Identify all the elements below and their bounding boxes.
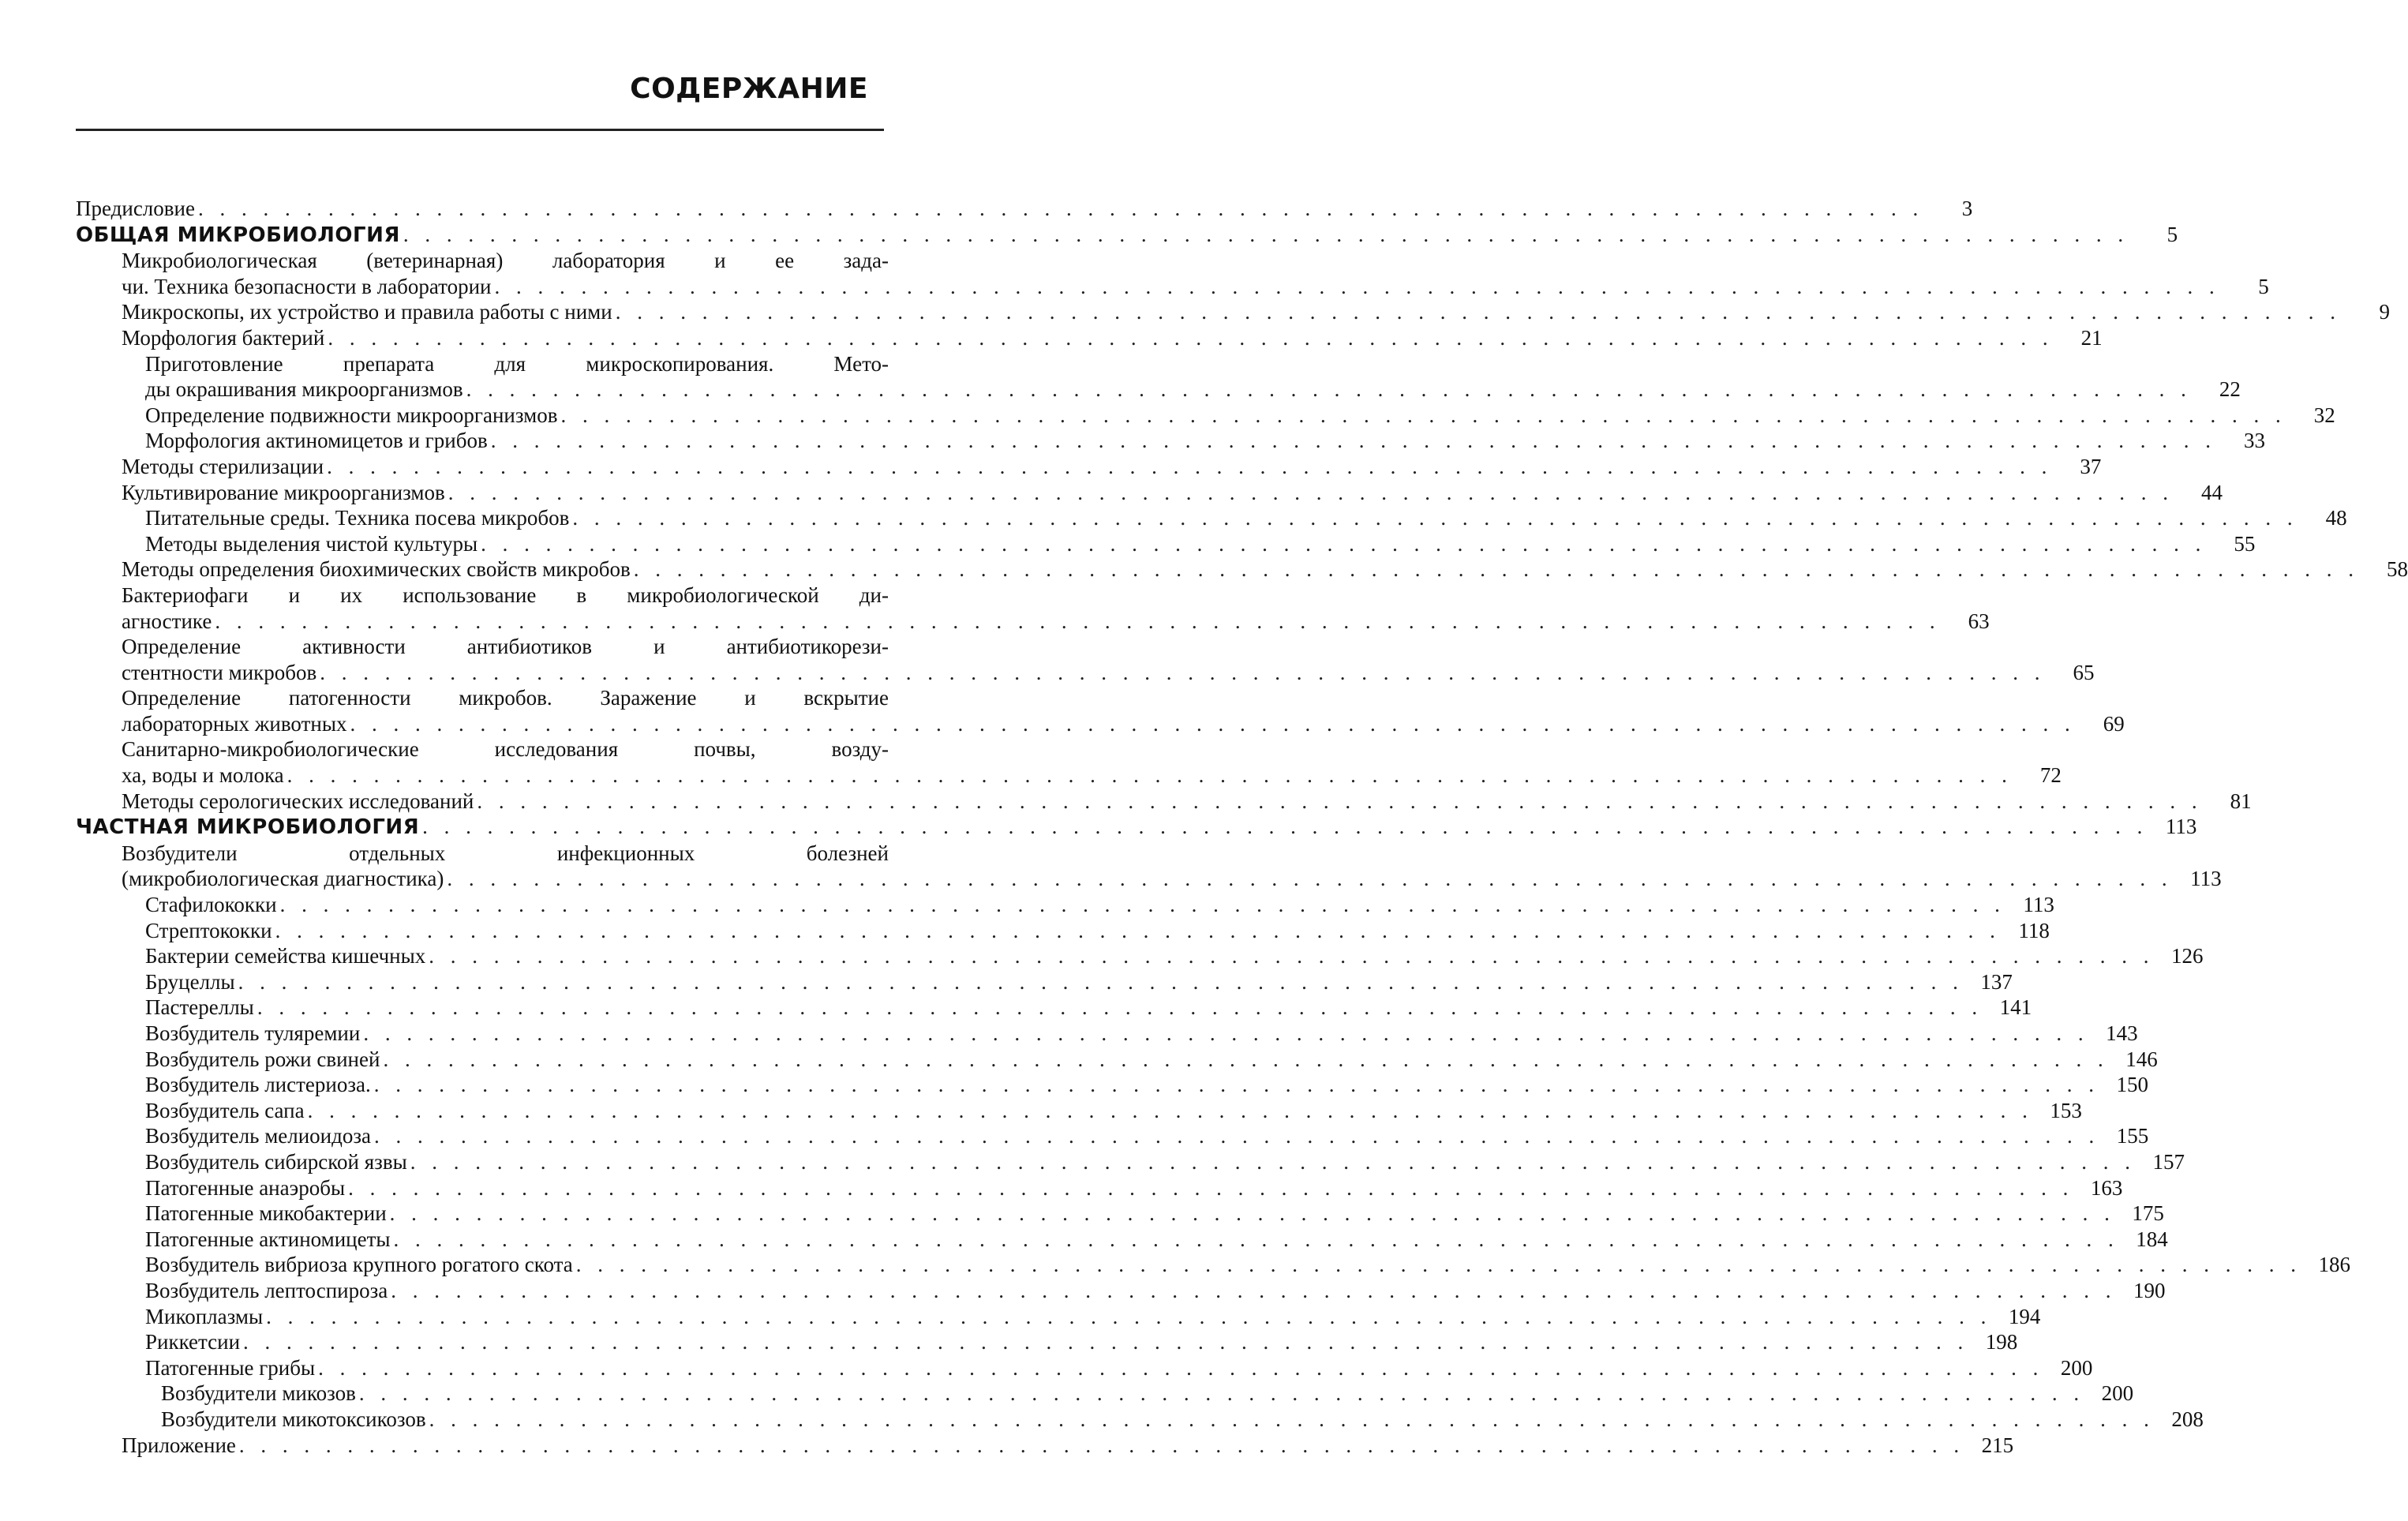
dot-leader: . . . . . . . . . . . . . . . . . . . . . . . . . . . . . . . . . . . . . . . . . . . . . . . . . . . . . . . . . . . . . . . . . . . . . . . . . . . . . . . .	[286, 763, 2013, 788]
toc-entry-line	[145, 892, 2054, 918]
toc-entry-title: Возбудитель рожи свиней	[145, 1047, 380, 1071]
toc-entry-line	[145, 1175, 2123, 1201]
toc-entry	[76, 1149, 2185, 1175]
toc-entry-title: ОБЩАЯ МИКРОБИОЛОГИЯ	[76, 223, 400, 247]
toc-entry	[76, 1201, 2164, 1227]
dot-leader: . . . . . . . . . . . . . . . . . . . . . . . . . . . . . . . . . . . . . . . . . . . . . . . . . . . . . . . . . . . . . . . . . . . . . . . . . . . . . . . .	[572, 506, 2298, 530]
toc-entry	[76, 1123, 2149, 1149]
toc-entry	[76, 196, 1973, 222]
toc-entry-line	[145, 428, 2265, 454]
dot-leader: . . . . . . . . . . . . . . . . . . . . . . . . . . . . . . . . . . . . . . . . . . . . . . . . . . . . . . . . . . . . . . . . . . . . . . . . . . . . . . . .	[389, 1201, 2115, 1226]
toc-entry-line	[122, 685, 889, 711]
toc-entry-title: Возбудитель туляремии	[145, 1021, 361, 1045]
dot-leader: . . . . . . . . . . . . . . . . . . . . . . . . . . . . . . . . . . . . . . . . . . . . . . . . . . . . . . . . . . . . . . . . . . . . . . . . . . . . . . . .	[633, 557, 2359, 582]
toc-page-number: 157	[2152, 1149, 2185, 1174]
toc-entry-line	[122, 454, 2102, 480]
toc-entry-line	[145, 531, 2256, 557]
dot-leader: . . . . . . . . . . . . . . . . . . . . . . . . . . . . . . . . . . . . . . . . . . . . . . . . . . . . . . . . . . . . . . . . . . . . . . . . . . . . . . . .	[448, 480, 2174, 504]
toc-page-number: 200	[2101, 1381, 2134, 1406]
toc-page-number: 198	[1985, 1330, 2018, 1354]
toc-entry-line	[122, 480, 2223, 506]
dot-leader: . . . . . . . . . . . . . . . . . . . . . . . . . . . . . . . . . . . . . . . . . . . . . . . . . . . . . . . . . . . . . . . . . . . . . . . . . . . . . . . .	[358, 1381, 2085, 1406]
table-of-contents	[76, 196, 2408, 1458]
toc-entry-line	[145, 995, 2032, 1021]
toc-entry-line	[145, 943, 2204, 969]
toc-entry-line	[145, 351, 889, 377]
toc-page-number: 200	[2060, 1355, 2093, 1380]
dot-leader: . . . . . . . . . . . . . . . . . . . . . . . . . . . . . . . . . . . . . . . . . . . . . . . . . . . . . . . . . . . . . . . . . . . . . . . . . . . . . . . .	[257, 995, 1983, 1020]
toc-entry	[76, 583, 1990, 634]
toc-page-number: 32	[2313, 403, 2335, 427]
toc-page-number: 37	[2080, 454, 2102, 478]
toc-page-number: 155	[2116, 1124, 2149, 1148]
toc-entry-title: Приготовление препарата для микроскопирования. Мето-	[145, 351, 889, 376]
dot-leader: . . . . . . . . . . . . . . . . . . . . . . . . . . . . . . . . . . . . . . . . . . . . . . . . . . . . . . . . . . . . . . . . . . . . . . . . . . . . . . . .	[327, 454, 2053, 478]
toc-entry-line	[145, 1201, 2164, 1227]
dot-leader: . . . . . . . . . . . . . . . . . . . . . . . . . . . . . . . . . . . . . . . . . . . . . . . . . . . . . . . . . . . . . . . . . . . . . . . . . . . . . . . .	[383, 1047, 2109, 1071]
toc-entry	[76, 1252, 2350, 1278]
toc-entry-line	[122, 274, 2269, 300]
toc-page-number: 184	[2136, 1227, 2168, 1251]
toc-entry	[76, 1098, 2082, 1124]
toc-page-number: 69	[2103, 711, 2125, 736]
toc-page-number: 22	[2219, 377, 2241, 402]
toc-entry-title: Бактериофаги и их использование в микробиологической ди-	[122, 583, 889, 607]
toc-entry-title: Питательные среды. Техника посева микробов	[145, 506, 570, 530]
toc-entry-title: Микроскопы, их устройство и правила работы с ними	[122, 300, 612, 324]
toc-entry-line	[145, 1355, 2093, 1381]
toc-entry	[76, 789, 2252, 815]
toc-entry-title: (микробиологическая диагностика)	[122, 867, 444, 891]
toc-entry-line	[145, 1278, 2166, 1304]
toc-entry-line	[145, 1047, 2158, 1073]
toc-page-number: 126	[2171, 944, 2204, 968]
dot-leader: . . . . . . . . . . . . . . . . . . . . . . . . . . . . . . . . . . . . . . . . . . . . . . . . . . . . . . . . . . . . . . . . . . . . . . . . . . . . . . . .	[422, 815, 2148, 839]
toc-page-number: 143	[2106, 1021, 2138, 1045]
toc-entry-line	[145, 1227, 2168, 1253]
page-title: СОДЕРЖАНИЕ	[630, 73, 868, 105]
dot-leader: . . . . . . . . . . . . . . . . . . . . . . . . . . . . . . . . . . . . . . . . . . . . . . . . . . . . . . . . . . . . . . . . . . . . . . . . . . . . . . . .	[279, 893, 2005, 917]
toc-entry-line	[122, 299, 2390, 325]
toc-entry	[76, 1278, 2166, 1304]
toc-entry-title: Патогенные микобактерии	[145, 1201, 387, 1226]
toc-entry-line	[145, 1072, 2148, 1098]
toc-entry	[76, 531, 2256, 557]
toc-entry-line	[145, 1329, 2018, 1355]
dot-leader: . . . . . . . . . . . . . . . . . . . . . . . . . . . . . . . . . . . . . . . . . . . . . . . . . . . . . . . . . . . . . . . . . . . . . . . . . . . . . . . .	[275, 918, 2001, 942]
dot-leader: . . . . . . . . . . . . . . . . . . . . . . . . . . . . . . . . . . . . . . . . . . . . . . . . . . . . . . . . . . . . . . . . . . . . . . . . . . . . . . . .	[374, 1124, 2100, 1148]
toc-entry-line	[122, 325, 2103, 351]
toc-entry-title: Методы выделения чистой культуры	[145, 531, 478, 556]
toc-entry-title: агностике	[122, 609, 212, 633]
dot-leader: . . . . . . . . . . . . . . . . . . . . . . . . . . . . . . . . . . . . . . . . . . . . . . . . . . . . . . . . . . . . . . . . . . . . . . . . . . . . . . . .	[197, 197, 1924, 220]
toc-page-number: 113	[2190, 867, 2222, 891]
toc-page-number: 153	[2050, 1098, 2082, 1122]
toc-entry-title: Возбудитель сибирской язвы	[145, 1149, 407, 1174]
dot-leader: . . . . . . . . . . . . . . . . . . . . . . . . . . . . . . . . . . . . . . . . . . . . . . . . . . . . . . . . . . . . . . . . . . . . . . . . . . . . . . . .	[575, 1253, 2301, 1277]
toc-entry-title: Приложение	[122, 1433, 236, 1457]
dot-leader: . . . . . . . . . . . . . . . . . . . . . . . . . . . . . . . . . . . . . . . . . . . . . . . . . . . . . . . . . . . . . . . . . . . . . . . . . . . . . . . .	[373, 1073, 2099, 1097]
toc-entry-title: Возбудители микозов	[161, 1381, 356, 1406]
dot-leader: . . . . . . . . . . . . . . . . . . . . . . . . . . . . . . . . . . . . . . . . . . . . . . . . . . . . . . . . . . . . . . . . . . . . . . . . . . . . . . . .	[318, 1355, 2044, 1380]
toc-entry-title: Стафилококки	[145, 893, 277, 917]
toc-entry	[76, 1355, 2093, 1381]
dot-leader: . . . . . . . . . . . . . . . . . . . . . . . . . . . . . . . . . . . . . . . . . . . . . . . . . . . . . . . . . . . . . . . . . . . . . . . . . . . . . . . .	[560, 403, 2286, 427]
toc-page-number: 33	[2243, 429, 2265, 453]
toc-entry-line	[145, 1304, 2041, 1330]
toc-entry-line	[76, 814, 2197, 841]
toc-entry-line	[122, 789, 2252, 815]
toc-entry-title: Стрептококки	[145, 918, 272, 942]
toc-page-number: 150	[2116, 1073, 2148, 1097]
toc-page-number: 208	[2171, 1407, 2204, 1431]
toc-entry-line	[76, 222, 2178, 249]
toc-page-number: 5	[2166, 222, 2178, 246]
toc-entry	[76, 454, 2102, 480]
toc-entry-title: Бактерии семейства кишечных	[145, 944, 426, 968]
dot-leader: . . . . . . . . . . . . . . . . . . . . . . . . . . . . . . . . . . . . . . . . . . . . . . . . . . . . . . . . . . . . . . . . . . . . . . . . . . . . . . . .	[466, 377, 2192, 402]
toc-entry-line	[161, 1381, 2134, 1407]
dot-leader: . . . . . . . . . . . . . . . . . . . . . . . . . . . . . . . . . . . . . . . . . . . . . . . . . . . . . . . . . . . . . . . . . . . . . . . . . . . . . . . .	[348, 1175, 2074, 1200]
dot-leader: . . . . . . . . . . . . . . . . . . . . . . . . . . . . . . . . . . . . . . . . . . . . . . . . . . . . . . . . . . . . . . . . . . . . . . . . . . . . . . . .	[447, 867, 2173, 891]
toc-entry-line	[145, 918, 2050, 944]
dot-leader: . . . . . . . . . . . . . . . . . . . . . . . . . . . . . . . . . . . . . . . . . . . . . . . . . . . . . . . . . . . . . . . . . . . . . . . . . . . . . . . .	[477, 789, 2203, 813]
dot-leader: . . . . . . . . . . . . . . . . . . . . . . . . . . . . . . . . . . . . . . . . . . . . . . . . . . . . . . . . . . . . . . . . . . . . . . . . . . . . . . . .	[429, 1407, 2155, 1431]
toc-page-number: 3	[1961, 197, 1973, 220]
toc-entry-title: Определение патогенности микробов. Заражение и вскрытие	[122, 686, 889, 710]
toc-entry-line	[122, 660, 2095, 686]
toc-entry-line	[145, 403, 2335, 429]
toc-page-number: 190	[2133, 1278, 2166, 1302]
toc-entry	[76, 969, 2013, 995]
toc-entry-title: Возбудитель сапа	[145, 1098, 305, 1122]
toc-entry	[76, 1381, 2134, 1407]
toc-entry-line	[122, 583, 889, 609]
toc-entry	[76, 351, 2241, 403]
toc-entry	[76, 892, 2054, 918]
toc-page-number: 146	[2125, 1047, 2158, 1071]
dot-leader: . . . . . . . . . . . . . . . . . . . . . . . . . . . . . . . . . . . . . . . . . . . . . . . . . . . . . . . . . . . . . . . . . . . . . . . . . . . . . . . .	[307, 1098, 2033, 1122]
toc-page-number: 113	[2023, 893, 2054, 917]
toc-page-number: 65	[2073, 660, 2095, 684]
toc-entry-line	[145, 1149, 2185, 1175]
toc-page-number: 113	[2165, 815, 2197, 839]
toc-entry-title: Возбудители отдельных инфекционных болезней	[122, 841, 889, 865]
toc-page-number: 118	[2018, 918, 2050, 942]
toc-entry	[76, 634, 2095, 685]
toc-entry	[76, 1072, 2148, 1098]
toc-page-number: 48	[2325, 506, 2347, 530]
dot-leader: . . . . . . . . . . . . . . . . . . . . . . . . . . . . . . . . . . . . . . . . . . . . . . . . . . . . . . . . . . . . . . . . . . . . . . . . . . . . . . . .	[429, 944, 2155, 968]
toc-entry-title: Патогенные анаэробы	[145, 1175, 346, 1200]
dot-leader: . . . . . . . . . . . . . . . . . . . . . . . . . . . . . . . . . . . . . . . . . . . . . . . . . . . . . . . . . . . . . . . . . . . . . . . . . . . . . . . .	[391, 1278, 2117, 1302]
toc-entry-title: Методы стерилизации	[122, 454, 324, 478]
toc-entry-line	[76, 196, 1973, 222]
toc-entry	[76, 1021, 2138, 1047]
dot-leader: . . . . . . . . . . . . . . . . . . . . . . . . . . . . . . . . . . . . . . . . . . . . . . . . . . . . . . . . . . . . . . . . . . . . . . . . . . . . . . . .	[350, 711, 2076, 736]
dot-leader: . . . . . . . . . . . . . . . . . . . . . . . . . . . . . . . . . . . . . . . . . . . . . . . . . . . . . . . . . . . . . . . . . . . . . . . . . . . . . . . .	[393, 1227, 2119, 1251]
toc-page-number: 5	[2258, 274, 2269, 298]
toc-entry-line	[122, 736, 889, 762]
toc-entry-line	[122, 711, 2125, 737]
toc-page-number: 194	[2008, 1304, 2041, 1328]
toc-entry-line	[161, 1407, 2204, 1433]
toc-entry	[76, 1433, 2014, 1459]
dot-leader: . . . . . . . . . . . . . . . . . . . . . . . . . . . . . . . . . . . . . . . . . . . . . . . . . . . . . . . . . . . . . . . . . . . . . . . . . . . . . . . .	[490, 429, 2216, 453]
toc-entry-title: Микробиологическая (ветеринарная) лаборатория и ее зада-	[122, 249, 889, 273]
dot-leader: . . . . . . . . . . . . . . . . . . . . . . . . . . . . . . . . . . . . . . . . . . . . . . . . . . . . . . . . . . . . . . . . . . . . . . . . . . . . . . . .	[238, 969, 1964, 994]
toc-page-number: 215	[1981, 1433, 2014, 1457]
toc-entry-title: Культивирование микроорганизмов	[122, 480, 445, 504]
dot-leader: . . . . . . . . . . . . . . . . . . . . . . . . . . . . . . . . . . . . . . . . . . . . . . . . . . . . . . . . . . . . . . . . . . . . . . . . . . . . . . . .	[215, 609, 1941, 633]
toc-entry-line	[122, 634, 889, 660]
toc-entry	[76, 918, 2050, 944]
toc-entry-line	[122, 556, 2408, 583]
dot-leader: . . . . . . . . . . . . . . . . . . . . . . . . . . . . . . . . . . . . . . . . . . . . . . . . . . . . . . . . . . . . . . . . . . . . . . . . . . . . . . . .	[238, 1433, 1965, 1457]
toc-entry-line	[145, 969, 2013, 995]
toc-entry-line	[122, 1433, 2014, 1459]
toc-entry-line	[145, 1098, 2082, 1124]
toc-page-number: 137	[1980, 969, 2013, 994]
toc-entry-title: лабораторных животных	[122, 711, 347, 736]
toc-entry-title: Морфология бактерий	[122, 325, 325, 350]
toc-entry-title: Морфология актиномицетов и грибов	[145, 429, 488, 453]
toc-entry	[76, 1407, 2204, 1433]
toc-entry	[76, 685, 2125, 736]
dot-leader: . . . . . . . . . . . . . . . . . . . . . . . . . . . . . . . . . . . . . . . . . . . . . . . . . . . . . . . . . . . . . . . . . . . . . . . . . . . . . . . .	[403, 222, 2129, 246]
toc-page-number: 63	[1968, 609, 1990, 633]
toc-entry-title: Патогенные актиномицеты	[145, 1227, 391, 1251]
toc-entry-title: Возбудитель мелиоидоза	[145, 1124, 372, 1148]
toc-entry	[76, 248, 2269, 299]
toc-section-heading	[76, 222, 2178, 249]
toc-entry-title: Определение подвижности микроорганизмов	[145, 403, 558, 427]
toc-entry-title: Методы определения биохимических свойств микробов	[122, 557, 631, 582]
toc-entry-title: чи. Техника безопасности в лаборатории	[122, 274, 492, 298]
toc-entry-line	[122, 866, 2222, 892]
toc-entry	[76, 403, 2335, 429]
toc-entry	[76, 325, 2103, 351]
toc-page-number: 72	[2039, 763, 2062, 788]
toc-entry-title: Определение активности антибиотиков и антибиотикорези-	[122, 635, 889, 659]
toc-entry-line	[122, 762, 2062, 789]
toc-entry-line	[122, 248, 889, 274]
toc-entry	[76, 505, 2347, 531]
toc-page-number: 9	[2379, 300, 2390, 324]
toc-entry	[76, 1175, 2123, 1201]
toc-entry-title: Пастереллы	[145, 995, 254, 1020]
toc-entry	[76, 1047, 2158, 1073]
toc-entry	[76, 841, 2222, 892]
toc-page-number: 175	[2132, 1201, 2164, 1226]
toc-entry-title: ЧАСТНАЯ МИКРОБИОЛОГИЯ	[76, 815, 420, 840]
toc-entry-title: Риккетсии	[145, 1330, 241, 1354]
toc-section-heading	[76, 814, 2197, 841]
toc-entry-line	[145, 1123, 2149, 1149]
dot-leader: . . . . . . . . . . . . . . . . . . . . . . . . . . . . . . . . . . . . . . . . . . . . . . . . . . . . . . . . . . . . . . . . . . . . . . . . . . . . . . . .	[615, 300, 2341, 324]
toc-entry-line	[122, 841, 889, 867]
toc-entry-title: Возбудитель вибриоза крупного рогатого скота	[145, 1253, 573, 1277]
toc-entry	[76, 943, 2204, 969]
toc-page-number: 81	[2230, 789, 2252, 813]
toc-entry-title: Патогенные грибы	[145, 1355, 316, 1380]
toc-page-number: 186	[2318, 1253, 2350, 1277]
dot-leader: . . . . . . . . . . . . . . . . . . . . . . . . . . . . . . . . . . . . . . . . . . . . . . . . . . . . . . . . . . . . . . . . . . . . . . . . . . . . . . . .	[266, 1304, 1992, 1328]
toc-entry-title: Микоплазмы	[145, 1304, 264, 1328]
toc-entry-title: Бруцеллы	[145, 969, 235, 994]
toc-entry-title: Возбудитель листериоза.	[145, 1073, 371, 1097]
toc-entry-line	[145, 1021, 2138, 1047]
toc-entry-title: Возбудитель лептоспироза	[145, 1278, 388, 1302]
toc-page-number: 163	[2090, 1175, 2123, 1200]
toc-entry-title: Методы серологических исследований	[122, 789, 474, 813]
toc-entry	[76, 736, 2062, 788]
dot-leader: . . . . . . . . . . . . . . . . . . . . . . . . . . . . . . . . . . . . . . . . . . . . . . . . . . . . . . . . . . . . . . . . . . . . . . . . . . . . . . . .	[481, 531, 2207, 556]
toc-entry	[76, 1304, 2041, 1330]
toc-entry	[76, 428, 2265, 454]
toc-entry	[76, 480, 2223, 506]
dot-leader: . . . . . . . . . . . . . . . . . . . . . . . . . . . . . . . . . . . . . . . . . . . . . . . . . . . . . . . . . . . . . . . . . . . . . . . . . . . . . . . .	[320, 660, 2046, 684]
dot-leader: . . . . . . . . . . . . . . . . . . . . . . . . . . . . . . . . . . . . . . . . . . . . . . . . . . . . . . . . . . . . . . . . . . . . . . . . . . . . . . . .	[494, 274, 2220, 298]
toc-entry-title: Предисловие	[76, 197, 195, 220]
toc-entry	[76, 556, 2408, 583]
toc-entry	[76, 1227, 2168, 1253]
toc-entry-title: Санитарно-микробиологические исследования почвы, возду-	[122, 737, 889, 762]
dot-leader: . . . . . . . . . . . . . . . . . . . . . . . . . . . . . . . . . . . . . . . . . . . . . . . . . . . . . . . . . . . . . . . . . . . . . . . . . . . . . . . .	[363, 1021, 2089, 1045]
dot-leader: . . . . . . . . . . . . . . . . . . . . . . . . . . . . . . . . . . . . . . . . . . . . . . . . . . . . . . . . . . . . . . . . . . . . . . . . . . . . . . . .	[243, 1330, 1969, 1354]
toc-page-number: 21	[2080, 325, 2103, 350]
toc-entry	[76, 1329, 2018, 1355]
dot-leader: . . . . . . . . . . . . . . . . . . . . . . . . . . . . . . . . . . . . . . . . . . . . . . . . . . . . . . . . . . . . . . . . . . . . . . . . . . . . . . . .	[328, 325, 2054, 350]
toc-page-number: 141	[1999, 995, 2032, 1020]
toc-page-number: 44	[2200, 480, 2223, 504]
title-divider	[76, 129, 884, 131]
toc-entry-title: ха, воды и молока	[122, 763, 284, 788]
toc-entry-line	[145, 377, 2241, 403]
dot-leader: . . . . . . . . . . . . . . . . . . . . . . . . . . . . . . . . . . . . . . . . . . . . . . . . . . . . . . . . . . . . . . . . . . . . . . . . . . . . . . . .	[410, 1149, 2136, 1174]
toc-page-number: 58	[2386, 557, 2408, 582]
toc-entry-line	[145, 505, 2347, 531]
toc-entry-title: Возбудители микотоксикозов	[161, 1407, 426, 1431]
toc-entry-title: ды окрашивания микроорганизмов	[145, 377, 463, 402]
toc-entry-line	[122, 609, 1990, 635]
toc-entry-line	[145, 1252, 2350, 1278]
toc-page-number: 55	[2234, 531, 2256, 556]
toc-entry-title: стентности микробов	[122, 660, 317, 684]
toc-entry	[76, 995, 2032, 1021]
toc-entry	[76, 299, 2390, 325]
